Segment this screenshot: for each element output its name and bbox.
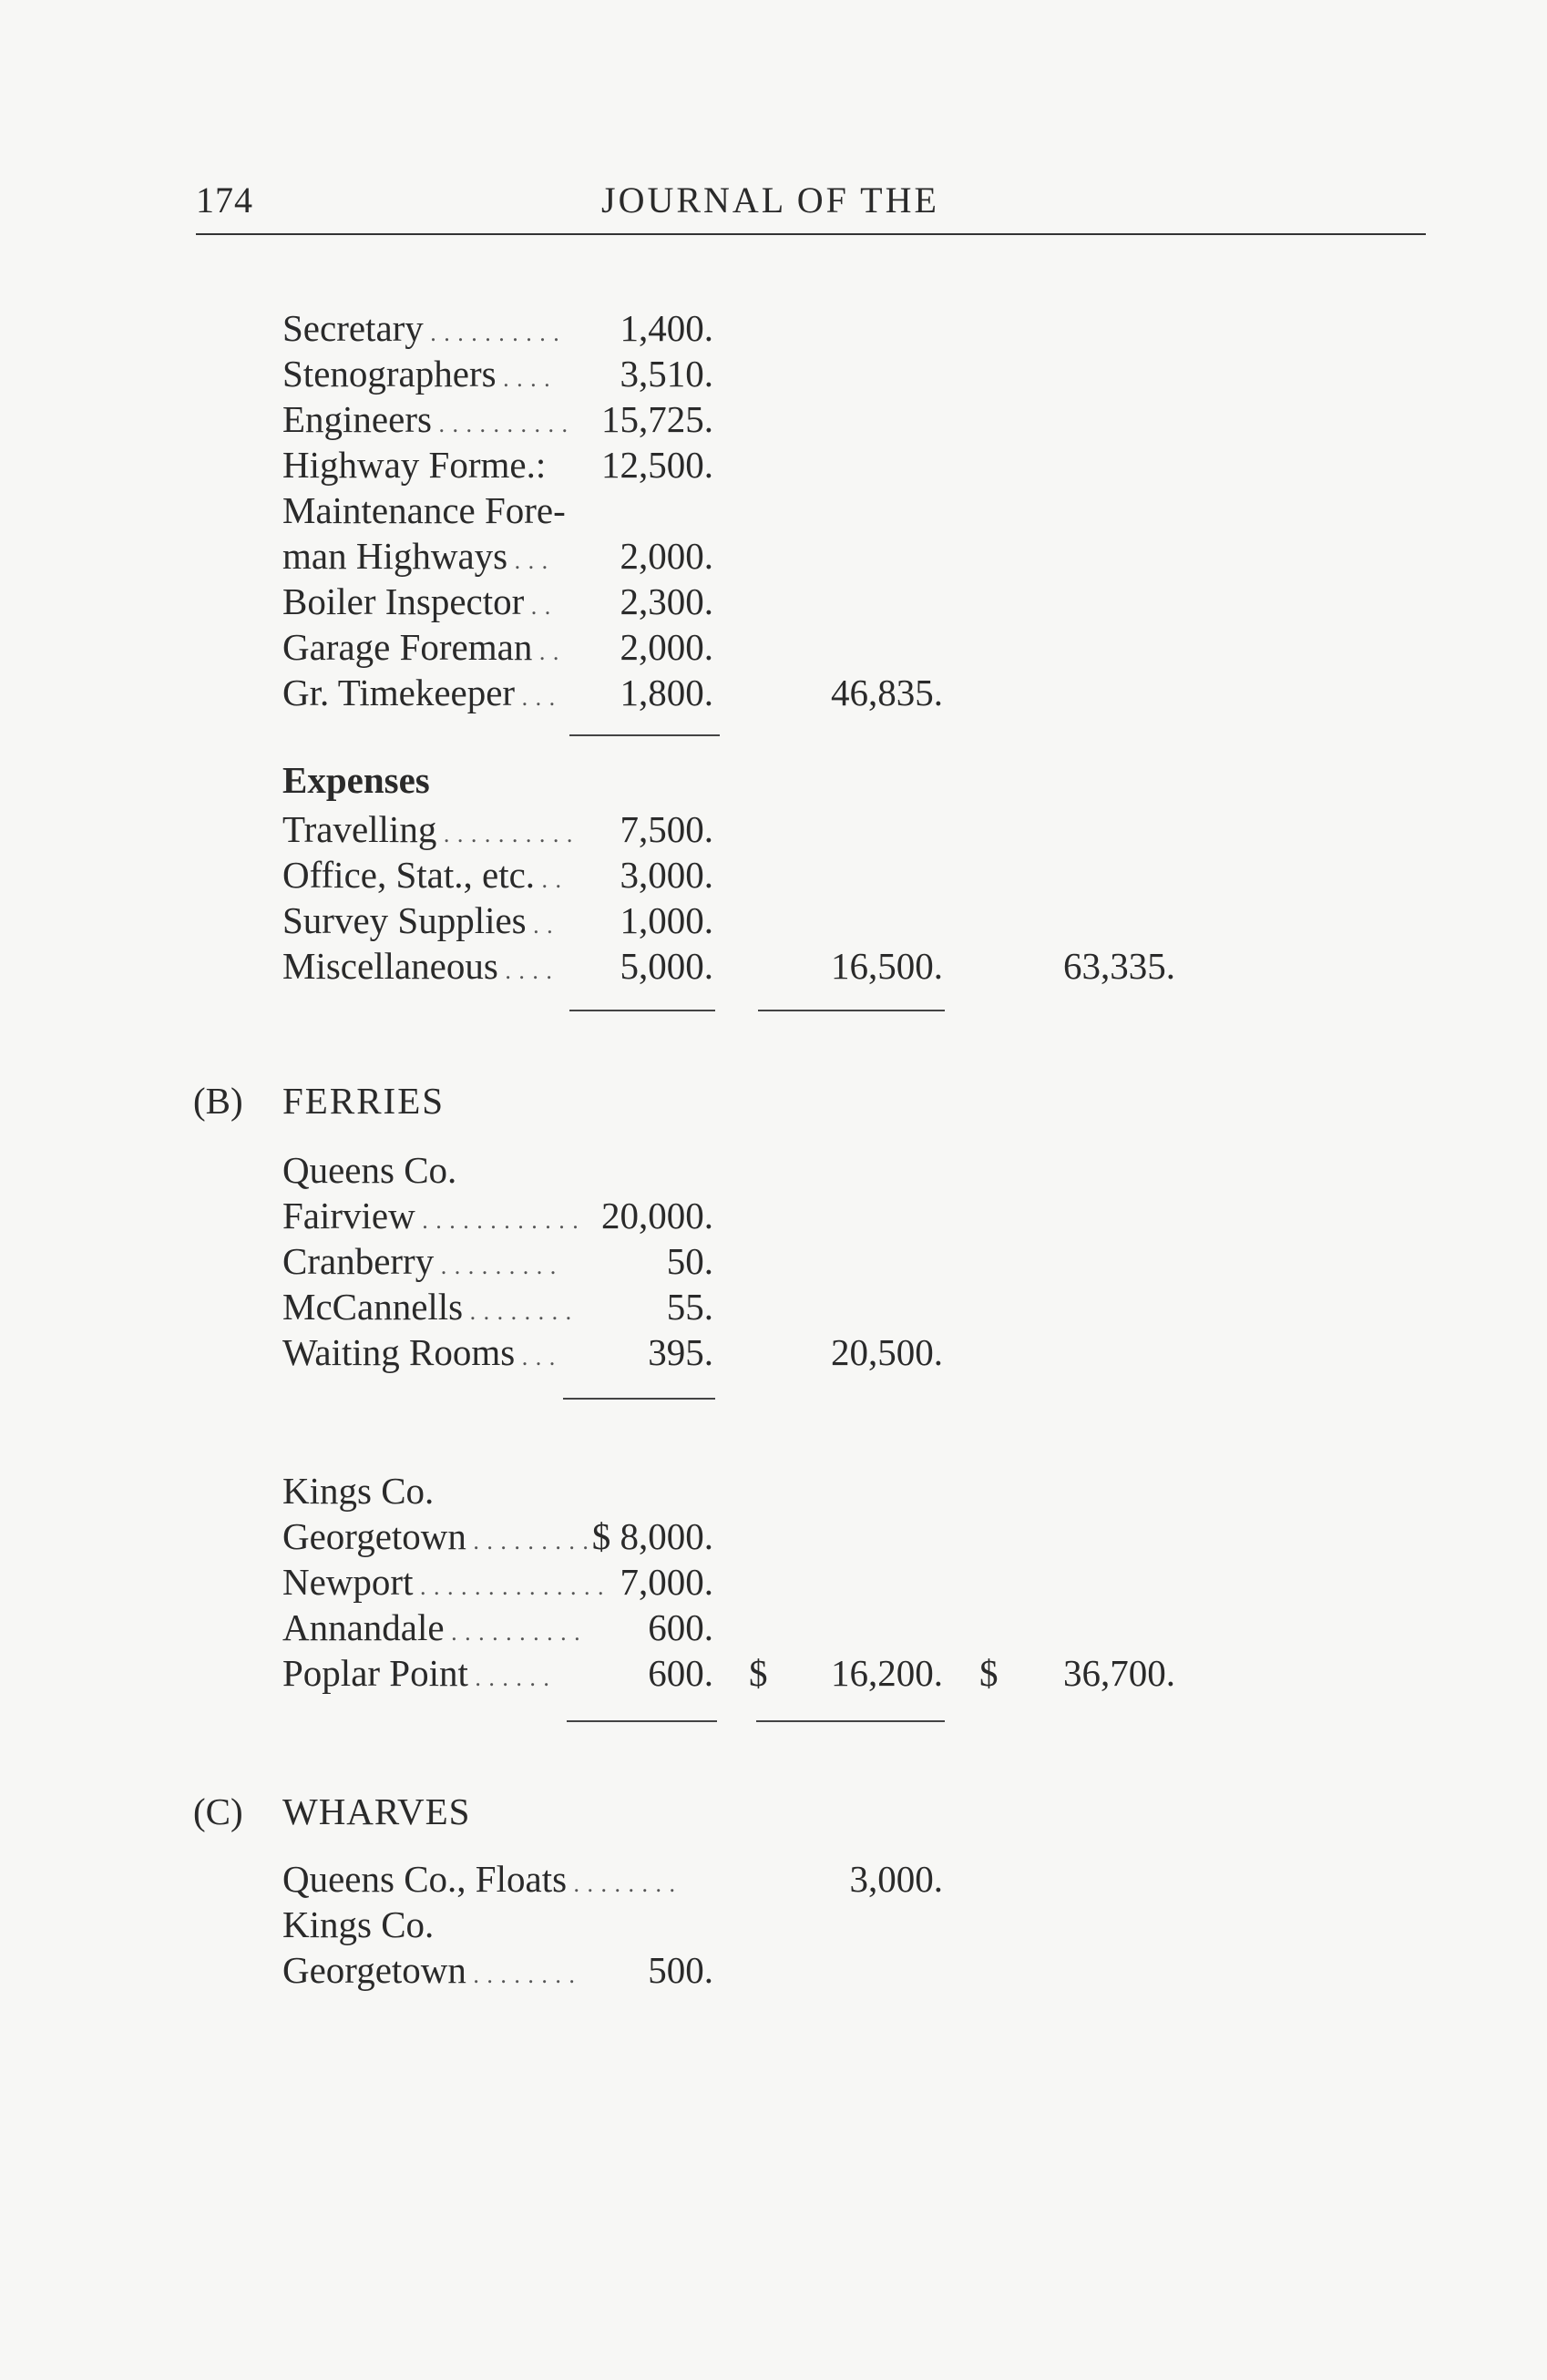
item-amount: 15,725.: [601, 398, 713, 440]
total-amount: 36,700.: [1063, 1652, 1175, 1694]
subtotal-amount: 16,200.: [831, 1652, 943, 1694]
item-label: Boiler Inspector: [282, 580, 525, 622]
item-amount: 600.: [648, 1652, 713, 1694]
line-item: Garage Foreman . . 2,000.: [0, 623, 1547, 671]
item-amount: 2,000.: [620, 535, 713, 577]
page-number: 174: [196, 180, 253, 221]
item-label: Gr. Timekeeper: [282, 672, 516, 713]
currency-symbol: $: [979, 1652, 999, 1694]
line-item: Queens Co., Floats . . . . . . . . 3,000.: [0, 1855, 1547, 1903]
item-amount: 1,400.: [620, 307, 713, 349]
line-item: man Highways . . . 2,000.: [0, 532, 1547, 580]
item-label: man Highways: [282, 535, 508, 577]
item-amount: 3,510.: [620, 353, 713, 395]
item-amount: 7,000.: [620, 1561, 713, 1603]
item-amount: 2,300.: [620, 580, 713, 622]
item-label: Stenographers: [282, 353, 497, 395]
sum-rule: [569, 734, 720, 736]
line-item: Poplar Point . . . . . . 600. $ 16,200. $ 36,700.: [0, 1649, 1547, 1697]
line-item: [0, 1901, 1547, 1948]
line-item: Newport . . . . . . . . . . . . . . 7,000.: [0, 1558, 1547, 1605]
item-label: McCannells: [282, 1286, 464, 1328]
item-amount: 500.: [648, 1949, 713, 1991]
item-amount: 2,000.: [620, 626, 713, 668]
section-heading: FERRIES: [282, 1080, 446, 1122]
item-label: Travelling: [282, 808, 437, 850]
line-item: [0, 441, 1547, 488]
item-label: Garage Foreman: [282, 626, 533, 668]
item-label: Annandale: [282, 1606, 445, 1648]
line-item: [0, 487, 1547, 534]
subtotal-amount: 3,000.: [849, 1858, 943, 1900]
running-title: JOURNAL OF THE: [601, 180, 939, 221]
county-heading: Queens Co.: [282, 1149, 457, 1191]
item-label: Secretary: [282, 307, 424, 349]
section-heading: WHARVES: [282, 1790, 471, 1832]
item-label: Fairview: [282, 1195, 415, 1236]
line-item: Georgetown . . . . . . . . 500.: [0, 1946, 1547, 1994]
subtotal-amount: 20,500.: [831, 1331, 943, 1373]
county-heading: Kings Co.: [282, 1470, 435, 1512]
sum-rule: [758, 1010, 945, 1011]
line-item: Boiler Inspector . . 2,300.: [0, 578, 1547, 625]
currency-symbol: $: [749, 1652, 768, 1694]
sum-rule: [756, 1720, 945, 1722]
expenses-heading: Expenses: [282, 759, 430, 801]
line-item: Waiting Rooms . . . 395. 20,500.: [0, 1328, 1547, 1376]
item-label: Engineers: [282, 398, 432, 440]
item-label: Survey Supplies: [282, 899, 527, 941]
sum-rule: [567, 1720, 717, 1722]
line-item: Gr. Timekeeper . . . 1,800. 46,835.: [0, 669, 1547, 716]
item-amount: 1,800.: [620, 672, 713, 713]
item-amount: 600.: [648, 1606, 713, 1648]
line-item: Miscellaneous . . . . 5,000. 16,500. 63,335.: [0, 942, 1547, 990]
item-amount: 5,000.: [620, 945, 713, 987]
page-header: [196, 179, 1426, 235]
item-amount: $ 8,000.: [591, 1515, 713, 1557]
sum-rule: [563, 1398, 715, 1400]
item-label: Newport: [282, 1561, 414, 1603]
line-item: Secretary . . . . . . . . . . 1,400.: [0, 304, 1547, 352]
line-item: Survey Supplies . . 1,000.: [0, 897, 1547, 944]
line-item: Stenographers . . . . 3,510.: [0, 350, 1547, 397]
section-letter: (B): [193, 1080, 243, 1122]
item-amount: 7,500.: [620, 808, 713, 850]
item-amount: 20,000.: [601, 1195, 713, 1236]
line-item: Office, Stat., etc. . . 3,000.: [0, 851, 1547, 898]
item-label: Waiting Rooms: [282, 1331, 516, 1373]
item-label: Poplar Point: [282, 1652, 468, 1694]
item-amount: 395.: [648, 1331, 713, 1373]
item-amount: 50.: [666, 1240, 713, 1282]
item-label: Queens Co., Floats: [282, 1858, 568, 1900]
line-item: Cranberry . . . . . . . . . 50.: [0, 1237, 1547, 1285]
subtotal-amount: 16,500.: [831, 945, 943, 987]
item-label: Kings Co.: [282, 1903, 435, 1945]
item-label: Maintenance Fore-: [282, 489, 566, 531]
item-label: Office, Stat., etc.: [282, 854, 536, 896]
line-item: Fairview . . . . . . . . . . . . 20,000.: [0, 1192, 1547, 1239]
item-amount: 12,500.: [601, 444, 713, 486]
section-letter: (C): [193, 1790, 243, 1832]
line-item: Annandale . . . . . . . . . . 600.: [0, 1604, 1547, 1651]
subtotal-amount: 46,835.: [831, 672, 943, 713]
line-item: Engineers . . . . . . . . . . 15,725.: [0, 395, 1547, 443]
line-item: Georgetown . . . . . . . . . $ 8,000.: [0, 1513, 1547, 1560]
item-label: Georgetown: [282, 1515, 466, 1557]
item-amount: 3,000.: [620, 854, 713, 896]
line-item: McCannells . . . . . . . . 55.: [0, 1283, 1547, 1330]
total-amount: 63,335.: [1063, 945, 1175, 987]
item-label: Highway Forme.:: [282, 444, 547, 486]
item-label: Miscellaneous: [282, 945, 498, 987]
sum-rule: [569, 1010, 715, 1011]
item-amount: 55.: [666, 1286, 713, 1328]
item-amount: 1,000.: [620, 899, 713, 941]
item-label: Cranberry: [282, 1240, 435, 1282]
item-label: Georgetown: [282, 1949, 466, 1991]
line-item: Travelling . . . . . . . . . . 7,500.: [0, 805, 1547, 853]
